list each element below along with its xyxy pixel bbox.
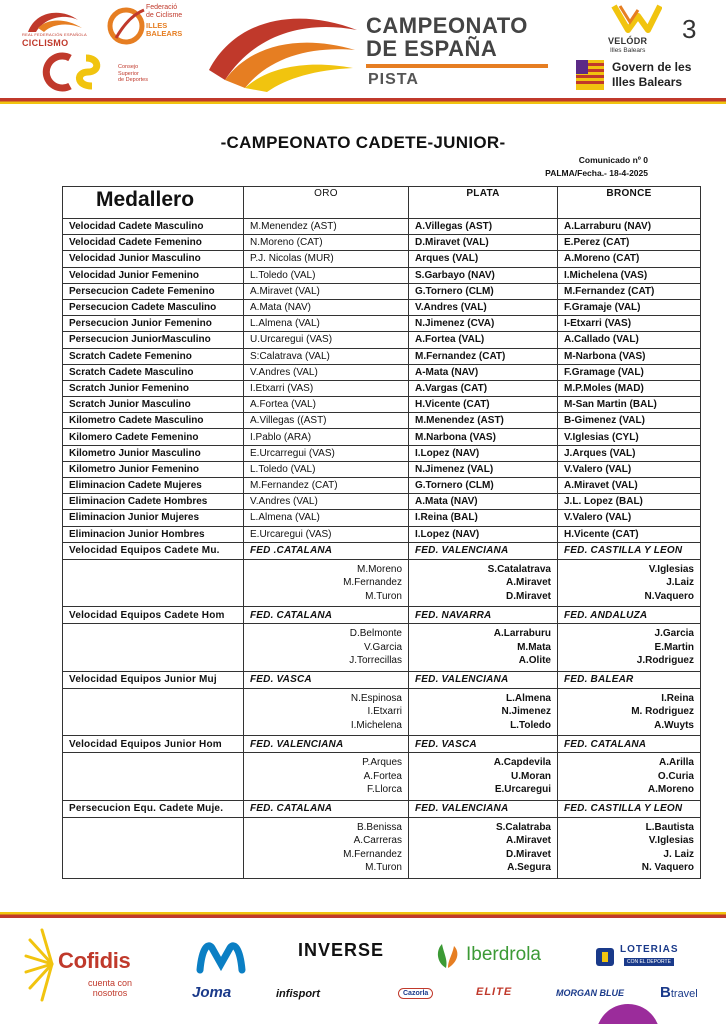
- team-event-row: [63, 736, 701, 753]
- title-underline: [366, 64, 548, 68]
- silver-medalist: S.Garbayo (NAV): [409, 267, 558, 283]
- csd-line1: Consejo: [118, 64, 139, 70]
- team-member-name: N.Jimenez: [501, 706, 551, 718]
- team-members-row: [63, 817, 701, 878]
- silver-medalist: V.Andres (VAL): [409, 299, 558, 315]
- table-row: [63, 316, 701, 332]
- csd-line3: de Deportes: [118, 77, 148, 83]
- bronze-medalist: F.Gramage (VAL): [558, 364, 701, 380]
- team-member-name: D.Miravet: [505, 590, 551, 602]
- loterias-sub: CON EL DEPORTE: [624, 958, 674, 966]
- gold-medalist: E.Urcarregui (VAS): [244, 445, 409, 461]
- bronze-medalist: V.Valero (VAL): [558, 461, 701, 477]
- team-event-row: [63, 542, 701, 559]
- table-row: [63, 364, 701, 380]
- bronze-team-members: [558, 688, 701, 736]
- fcib-bold2: BALEARS: [146, 29, 183, 38]
- team-member-name: N. Vaquero: [641, 862, 694, 874]
- table-row: [63, 235, 701, 251]
- team-members-row: [63, 753, 701, 801]
- gold-team-members: [244, 624, 409, 672]
- team-members-blank: [63, 624, 244, 672]
- bronze-federation: FED. CATALANA: [558, 736, 701, 753]
- infisport-logo: infisport: [276, 988, 320, 1000]
- silver-medalist: N.Jimenez (VAL): [409, 461, 558, 477]
- govern-line1: Govern de les: [612, 60, 692, 74]
- silver-medalist: D.Miravet (VAL): [409, 235, 558, 251]
- team-member-name: D.Miravet: [505, 848, 551, 860]
- table-header-row: [63, 187, 701, 219]
- team-member-name: J. Laiz: [663, 848, 694, 860]
- rfec-title: CICLISMO: [22, 38, 69, 48]
- medallero-heading: Medallero: [96, 188, 195, 211]
- team-member-name: M.Turon: [365, 590, 402, 602]
- cofidis-sub2: nosotros: [92, 988, 128, 998]
- team-members-row: [63, 624, 701, 672]
- team-member-name: M.Fernandez: [343, 848, 402, 860]
- table-row: [63, 461, 701, 477]
- page-header: [0, 0, 726, 104]
- gold-medalist: V.Andres (VAL): [244, 364, 409, 380]
- team-event-name: Persecucion Equ. Cadete Muje.: [63, 800, 244, 817]
- morgan-blue-logo: MORGAN BLUE: [556, 988, 624, 998]
- fcib-bold: [146, 22, 182, 38]
- purple-corner-decoration: [596, 1004, 660, 1024]
- btravel-b: B: [660, 984, 671, 1001]
- elite-logo: ELITE: [476, 986, 513, 998]
- bronze-medalist: V.Iglesias (CYL): [558, 429, 701, 445]
- event-name: Persecucion JuniorMasculino: [63, 332, 244, 348]
- gold-federation: FED. CATALANA: [244, 607, 409, 624]
- bronze-team-members: [558, 753, 701, 801]
- team-member-name: J.Torrecillas: [349, 655, 402, 667]
- team-member-name: A.Carreras: [353, 835, 402, 847]
- bronze-medalist: J.Arques (VAL): [558, 445, 701, 461]
- gold-medalist: M.Fernandez (CAT): [244, 478, 409, 494]
- table-row: [63, 397, 701, 413]
- iberdrola-logo: Iberdrola: [466, 944, 541, 965]
- silver-federation: FED. VALENCIANA: [409, 800, 558, 817]
- table-row: [63, 219, 701, 235]
- table-row: [63, 478, 701, 494]
- team-members-blank: [63, 688, 244, 736]
- team-member-name: M.Fernandez: [343, 577, 402, 589]
- team-member-name: V.Iglesias: [648, 835, 694, 847]
- event-name: Velocidad Junior Masculino: [63, 251, 244, 267]
- bronze-team-members: [558, 559, 701, 607]
- team-member-name: J.Garcia: [654, 628, 694, 640]
- govern-text: [612, 60, 691, 90]
- cazorla-logo: Cazorla: [398, 988, 433, 999]
- bronze-medalist: M.Fernandez (CAT): [558, 283, 701, 299]
- loterias-logo: LOTERIAS: [620, 944, 679, 955]
- gold-medalist: L.Almena (VAL): [244, 316, 409, 332]
- gold-medalist: E.Urcaregui (VAS): [244, 526, 409, 542]
- btravel-text: travel: [670, 988, 698, 1000]
- silver-federation: FED. VALENCIANA: [409, 542, 558, 559]
- bronze-federation: FED. ANDALUZA: [558, 607, 701, 624]
- comunicado-number: Comunicado nº 0: [578, 155, 648, 165]
- team-event-name: Velocidad Equipos Junior Hom: [63, 736, 244, 753]
- cofidis-tagline: [88, 978, 132, 998]
- gold-medalist: S:Calatrava (VAL): [244, 348, 409, 364]
- team-member-name: A.Moreno: [647, 784, 694, 796]
- event-name: Scratch Junior Femenino: [63, 380, 244, 396]
- cofidis-logo: Cofidis: [58, 948, 131, 973]
- table-row: [63, 299, 701, 315]
- joma-logo: Joma: [192, 984, 232, 1001]
- header-bronce: BRONCE: [558, 187, 701, 219]
- event-name: Kilometro Junior Femenino: [63, 461, 244, 477]
- team-members-blank: [63, 817, 244, 878]
- bronze-medalist: H.Vicente (CAT): [558, 526, 701, 542]
- silver-medalist: M.Menendez (AST): [409, 413, 558, 429]
- team-member-name: E.Urcaregui: [494, 784, 551, 796]
- results-table: [62, 186, 701, 879]
- team-member-name: A.Fortea: [363, 770, 402, 782]
- title-line2: DE ESPAÑA: [366, 36, 498, 61]
- silver-federation: FED. VALENCIANA: [409, 671, 558, 688]
- table-row: [63, 380, 701, 396]
- team-event-row: [63, 800, 701, 817]
- silver-team-members: [409, 817, 558, 878]
- team-member-name: A.Olite: [518, 655, 551, 667]
- table-row: [63, 445, 701, 461]
- btravel-logo: [660, 984, 698, 1001]
- bronze-federation: FED. CASTILLA Y LEON: [558, 542, 701, 559]
- campeonato-swoosh-icon: [205, 10, 360, 92]
- event-name: Eliminacion Cadete Mujeres: [63, 478, 244, 494]
- results-body: [63, 219, 701, 879]
- bronze-medalist: M-San Martin (BAL): [558, 397, 701, 413]
- team-member-name: U.Moran: [511, 770, 551, 782]
- team-event-row: [63, 671, 701, 688]
- silver-medalist: G.Tornero (CLM): [409, 478, 558, 494]
- bronze-medalist: I.Michelena (VAS): [558, 267, 701, 283]
- gold-medalist: V.Andres (VAL): [244, 494, 409, 510]
- team-member-name: N.Vaquero: [644, 590, 694, 602]
- header-oro: ORO: [244, 187, 409, 219]
- silver-team-members: [409, 624, 558, 672]
- gold-medalist: L.Toledo (VAL): [244, 461, 409, 477]
- team-member-name: E.Martin: [654, 641, 694, 653]
- document-title: -CAMPEONATO CADETE-JUNIOR-: [220, 133, 506, 152]
- iberdrola-leaf-icon: [432, 940, 462, 970]
- gold-medalist: L.Almena (VAL): [244, 510, 409, 526]
- gold-federation: FED. CATALANA: [244, 800, 409, 817]
- team-member-name: M.Moreno: [356, 563, 402, 575]
- fcib-text: [146, 4, 182, 20]
- bronze-federation: FED. CASTILLA Y LEON: [558, 800, 701, 817]
- velodrome-name: VELÓDR: [608, 36, 648, 46]
- header-blank: [63, 187, 244, 219]
- table-row: [63, 526, 701, 542]
- event-name: Eliminacion Cadete Hombres: [63, 494, 244, 510]
- table-row: [63, 332, 701, 348]
- team-member-name: P.Arques: [362, 757, 402, 769]
- bronze-federation: FED. BALEAR: [558, 671, 701, 688]
- footer-color-band: [0, 912, 726, 918]
- bronze-team-members: [558, 624, 701, 672]
- team-member-name: M. Rodriguez: [631, 706, 694, 718]
- bronze-medalist: M-Narbona (VAS): [558, 348, 701, 364]
- fcib-bold1: ILLES: [146, 21, 168, 30]
- silver-medalist: M.Fernandez (CAT): [409, 348, 558, 364]
- team-members-row: [63, 559, 701, 607]
- team-member-name: V.Garcia: [364, 641, 402, 653]
- team-member-name: D.Belmonte: [349, 628, 402, 640]
- gold-federation: FED .CATALANA: [244, 542, 409, 559]
- event-name: Scratch Junior Masculino: [63, 397, 244, 413]
- bronze-medalist: I-Etxarri (VAS): [558, 316, 701, 332]
- team-member-name: A.Larraburu: [493, 628, 551, 640]
- gold-medalist: P.J. Nicolas (MUR): [244, 251, 409, 267]
- document-date: PALMA/Fecha.- 18-4-2025: [545, 168, 648, 178]
- header-plata: PLATA: [409, 187, 558, 219]
- silver-medalist: I.Lopez (NAV): [409, 445, 558, 461]
- table-row: [63, 413, 701, 429]
- gold-medalist: N.Moreno (CAT): [244, 235, 409, 251]
- page-number: 3: [682, 14, 697, 44]
- event-name: Scratch Cadete Masculino: [63, 364, 244, 380]
- table-row: [63, 494, 701, 510]
- gold-medalist: M.Menendez (AST): [244, 219, 409, 235]
- bronze-medalist: A.Larraburu (NAV): [558, 219, 701, 235]
- team-event-name: Velocidad Equipos Cadete Mu.: [63, 542, 244, 559]
- cofidis-sub1: cuenta con: [88, 978, 133, 988]
- gold-medalist: I.Etxarri (VAS): [244, 380, 409, 396]
- event-name: Kilometro Junior Masculino: [63, 445, 244, 461]
- silver-medalist: N.Jimenez (CVA): [409, 316, 558, 332]
- team-member-name: A.Arilla: [658, 757, 694, 769]
- bronze-medalist: E.Perez (CAT): [558, 235, 701, 251]
- event-name: Velocidad Cadete Femenino: [63, 235, 244, 251]
- team-member-name: S.Calatraba: [495, 821, 551, 833]
- gold-medalist: A.Mata (NAV): [244, 299, 409, 315]
- team-member-name: M.Turon: [365, 862, 402, 874]
- silver-medalist: H.Vicente (CAT): [409, 397, 558, 413]
- velodrome-sub: Illes Balears: [610, 47, 646, 54]
- team-member-name: V.Iglesias: [648, 563, 694, 575]
- subtitle-pista: PISTA: [368, 71, 419, 88]
- team-member-name: I.Reina: [661, 692, 694, 704]
- event-name: Eliminacion Junior Mujeres: [63, 510, 244, 526]
- bronze-medalist: A.Moreno (CAT): [558, 251, 701, 267]
- bronze-team-members: [558, 817, 701, 878]
- silver-team-members: [409, 688, 558, 736]
- silver-medalist: A.Fortea (VAL): [409, 332, 558, 348]
- team-member-name: I.Michelena: [350, 719, 402, 731]
- event-name: Kilomero Cadete Femenino: [63, 429, 244, 445]
- silver-medalist: G.Tornero (CLM): [409, 283, 558, 299]
- silver-medalist: A-Mata (NAV): [409, 364, 558, 380]
- silver-medalist: I.Lopez (NAV): [409, 526, 558, 542]
- csd-logo-icon: [40, 52, 110, 92]
- gold-medalist: A.Miravet (VAL): [244, 283, 409, 299]
- cofidis-sun-icon: [22, 926, 58, 1004]
- team-member-name: A.Miravet: [505, 577, 551, 589]
- gold-medalist: U.Urcaregui (VAS): [244, 332, 409, 348]
- govern-line2: Illes Balears: [612, 75, 683, 89]
- gold-medalist: A.Villegas ((AST): [244, 413, 409, 429]
- inverse-logo: INVERSE: [298, 940, 385, 960]
- team-member-name: A.Segura: [507, 862, 551, 874]
- team-member-name: L.Bautista: [645, 821, 694, 833]
- table-row: [63, 348, 701, 364]
- rfec-small-text: REAL FEDERACIÓN ESPAÑOLA: [22, 32, 87, 37]
- team-member-name: B.Benissa: [356, 821, 402, 833]
- gold-team-members: [244, 753, 409, 801]
- silver-team-members: [409, 559, 558, 607]
- gold-team-members: [244, 559, 409, 607]
- event-name: Velocidad Junior Femenino: [63, 267, 244, 283]
- gold-medalist: A.Fortea (VAL): [244, 397, 409, 413]
- table-row: [63, 251, 701, 267]
- csd-text: [118, 64, 148, 84]
- silver-medalist: Arques (VAL): [409, 251, 558, 267]
- csd-line2: Superior: [118, 70, 139, 77]
- team-member-name: A.Miravet: [505, 835, 551, 847]
- table-row: [63, 283, 701, 299]
- silver-federation: FED. NAVARRA: [409, 607, 558, 624]
- team-member-name: O.Curia: [657, 770, 694, 782]
- bronze-medalist: F.Gramaje (VAL): [558, 299, 701, 315]
- team-members-blank: [63, 753, 244, 801]
- team-member-name: F.Llorca: [366, 784, 402, 796]
- campeonato-title: [366, 14, 528, 60]
- gold-team-members: [244, 688, 409, 736]
- team-member-name: A.Wuyts: [654, 719, 694, 731]
- team-member-name: J.Laiz: [666, 577, 694, 589]
- bronze-medalist: M.P.Moles (MAD): [558, 380, 701, 396]
- gold-team-members: [244, 817, 409, 878]
- table-row: [63, 510, 701, 526]
- gold-federation: FED. VALENCIANA: [244, 736, 409, 753]
- event-name: Velocidad Cadete Masculino: [63, 219, 244, 235]
- silver-medalist: I.Reina (BAL): [409, 510, 558, 526]
- table-row: [63, 267, 701, 283]
- gold-medalist: I.Pablo (ARA): [244, 429, 409, 445]
- event-name: Persecucion Junior Femenino: [63, 316, 244, 332]
- team-event-name: Velocidad Equipos Junior Muj: [63, 671, 244, 688]
- movistar-logo-icon: [196, 938, 246, 974]
- velodrome-logo-icon: [610, 0, 662, 36]
- event-name: Kilometro Cadete Masculino: [63, 413, 244, 429]
- team-member-name: J.Rodriguez: [636, 655, 694, 667]
- team-member-name: L.Almena: [505, 692, 551, 704]
- balearic-flag-icon: [576, 60, 604, 90]
- event-name: Persecucion Cadete Femenino: [63, 283, 244, 299]
- table-row: [63, 429, 701, 445]
- gold-federation: FED. VASCA: [244, 671, 409, 688]
- team-members-blank: [63, 559, 244, 607]
- silver-team-members: [409, 753, 558, 801]
- silver-medalist: M.Narbona (VAS): [409, 429, 558, 445]
- team-event-row: [63, 607, 701, 624]
- team-member-name: M.Mata: [517, 641, 551, 653]
- team-event-name: Velocidad Equipos Cadete Hom: [63, 607, 244, 624]
- silver-federation: FED. VASCA: [409, 736, 558, 753]
- fcib-line2: de Ciclisme: [146, 12, 183, 19]
- team-member-name: N.Espinosa: [350, 692, 402, 704]
- bronze-medalist: J.L. Lopez (BAL): [558, 494, 701, 510]
- event-name: Scratch Cadete Femenino: [63, 348, 244, 364]
- bronze-medalist: B-Gimenez (VAL): [558, 413, 701, 429]
- event-name: Persecucion Cadete Masculino: [63, 299, 244, 315]
- silver-medalist: A.Mata (NAV): [409, 494, 558, 510]
- team-member-name: I.Etxarri: [367, 706, 402, 718]
- header-color-band: [0, 98, 726, 104]
- fcib-line1: Federació: [146, 4, 178, 11]
- event-name: Eliminacion Junior Hombres: [63, 526, 244, 542]
- gold-medalist: L.Toledo (VAL): [244, 267, 409, 283]
- bronze-medalist: A.Miravet (VAL): [558, 478, 701, 494]
- team-members-row: [63, 688, 701, 736]
- silver-medalist: A.Vargas (CAT): [409, 380, 558, 396]
- title-line1: CAMPEONATO: [366, 13, 528, 38]
- bronze-medalist: V.Valero (VAL): [558, 510, 701, 526]
- team-member-name: S.Catalatrava: [487, 563, 551, 575]
- silver-medalist: A.Villegas (AST): [409, 219, 558, 235]
- team-member-name: L.Toledo: [510, 719, 551, 731]
- team-member-name: A.Capdevila: [493, 757, 551, 769]
- bronze-medalist: A.Callado (VAL): [558, 332, 701, 348]
